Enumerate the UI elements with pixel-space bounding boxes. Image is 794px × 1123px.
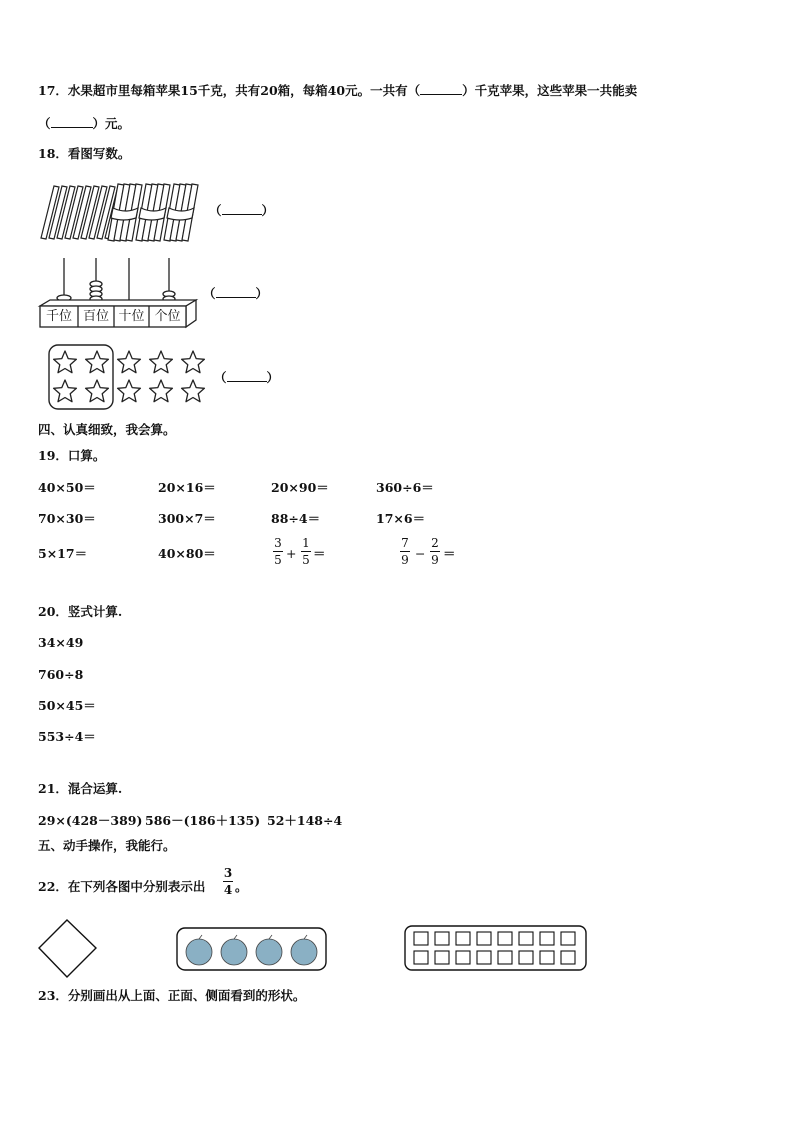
star-icon: [182, 351, 205, 373]
star-icon: [150, 380, 173, 402]
q19-r1-c4: 360÷6＝: [376, 480, 434, 495]
q20-title: 20．竖式计算.: [38, 604, 123, 619]
star-icon: [54, 380, 77, 402]
diamond-shape[interactable]: [38, 919, 98, 979]
star-icon: [150, 351, 173, 373]
star-icon: [86, 380, 109, 402]
q21-item-2: 586－(186＋135): [145, 813, 261, 828]
place-label-thousands: 千位: [45, 309, 72, 324]
squares-grid-box[interactable]: [404, 925, 588, 972]
fraction-7-9: 7 9: [401, 536, 409, 567]
q21-item-3: 52＋148÷4: [267, 813, 343, 828]
q20-item-3: 50×45＝: [38, 698, 96, 713]
q19-r3-c2: 40×80＝: [158, 546, 216, 561]
q18-answer-2: （ ）: [203, 286, 269, 301]
q20-item-2: 760÷8: [38, 667, 84, 682]
fraction-2-9: 2 9: [431, 536, 439, 567]
q17-line1: 17．水果超市里每箱苹果15千克，共有20箱，每箱40元。一共有（ ）千克苹果，这些苹果一共能卖: [38, 83, 638, 98]
q19-r3-c1: 5×17＝: [38, 546, 88, 561]
equals-sign: ＝: [443, 546, 456, 561]
star-icon: [118, 351, 141, 373]
section4-title: 四、认真细致，我会算。: [38, 422, 176, 437]
star-icon: [182, 380, 205, 402]
q18-title: 18．看图写数。: [38, 146, 131, 161]
fraction-3-4: 3 4: [223, 866, 233, 897]
minus-sign: −: [415, 546, 426, 561]
q19-r1-c3: 20×90＝: [271, 480, 329, 495]
q19-r2-c3: 88÷4＝: [271, 511, 321, 526]
plus-sign: +: [286, 546, 297, 561]
star-icon: [54, 351, 77, 373]
answer-blank[interactable]: [51, 127, 93, 128]
apples-box[interactable]: [176, 927, 328, 972]
q21-title: 21．混合运算.: [38, 781, 123, 796]
fraction-1-5: 1 5: [302, 536, 310, 567]
q20-item-1: 34×49: [38, 635, 84, 650]
q23-title: 23．分别画出从上面、正面、侧面看到的形状。: [38, 988, 306, 1003]
answer-blank[interactable]: [222, 214, 262, 215]
q19-r1-c2: 20×16＝: [158, 480, 216, 495]
q20-item-4: 553÷4＝: [38, 729, 96, 744]
q19-title: 19．口算。: [38, 448, 106, 463]
section5-title: 五、动手操作，我能行。: [38, 838, 176, 853]
q22-end: 。: [235, 879, 248, 894]
place-label-tens: 十位: [118, 309, 145, 324]
q21-item-1: 29×(428－389): [38, 813, 143, 828]
place-label-ones: 个位: [154, 309, 181, 324]
equals-sign: ＝: [313, 546, 326, 561]
stars-image: [48, 344, 218, 410]
answer-blank[interactable]: [227, 381, 267, 382]
q19-r2-c4: 17×6＝: [376, 511, 426, 526]
q18-answer-1: （ ）: [209, 203, 275, 218]
answer-blank[interactable]: [420, 94, 462, 95]
q22-title: 22．在下列各图中分别表示出: [38, 879, 206, 894]
place-label-hundreds: 百位: [82, 309, 109, 324]
sticks-bundles-image: [38, 178, 213, 244]
fraction-3-5: 3 5: [274, 536, 282, 567]
q19-r2-c2: 300×7＝: [158, 511, 216, 526]
star-icon: [118, 380, 141, 402]
q19-r1-c1: 40×50＝: [38, 480, 96, 495]
q18-answer-3: （ ）: [214, 370, 280, 385]
q19-r2-c1: 70×30＝: [38, 511, 96, 526]
star-icon: [86, 351, 109, 373]
q17-line2: （ ）元。: [38, 116, 131, 131]
answer-blank[interactable]: [216, 297, 256, 298]
